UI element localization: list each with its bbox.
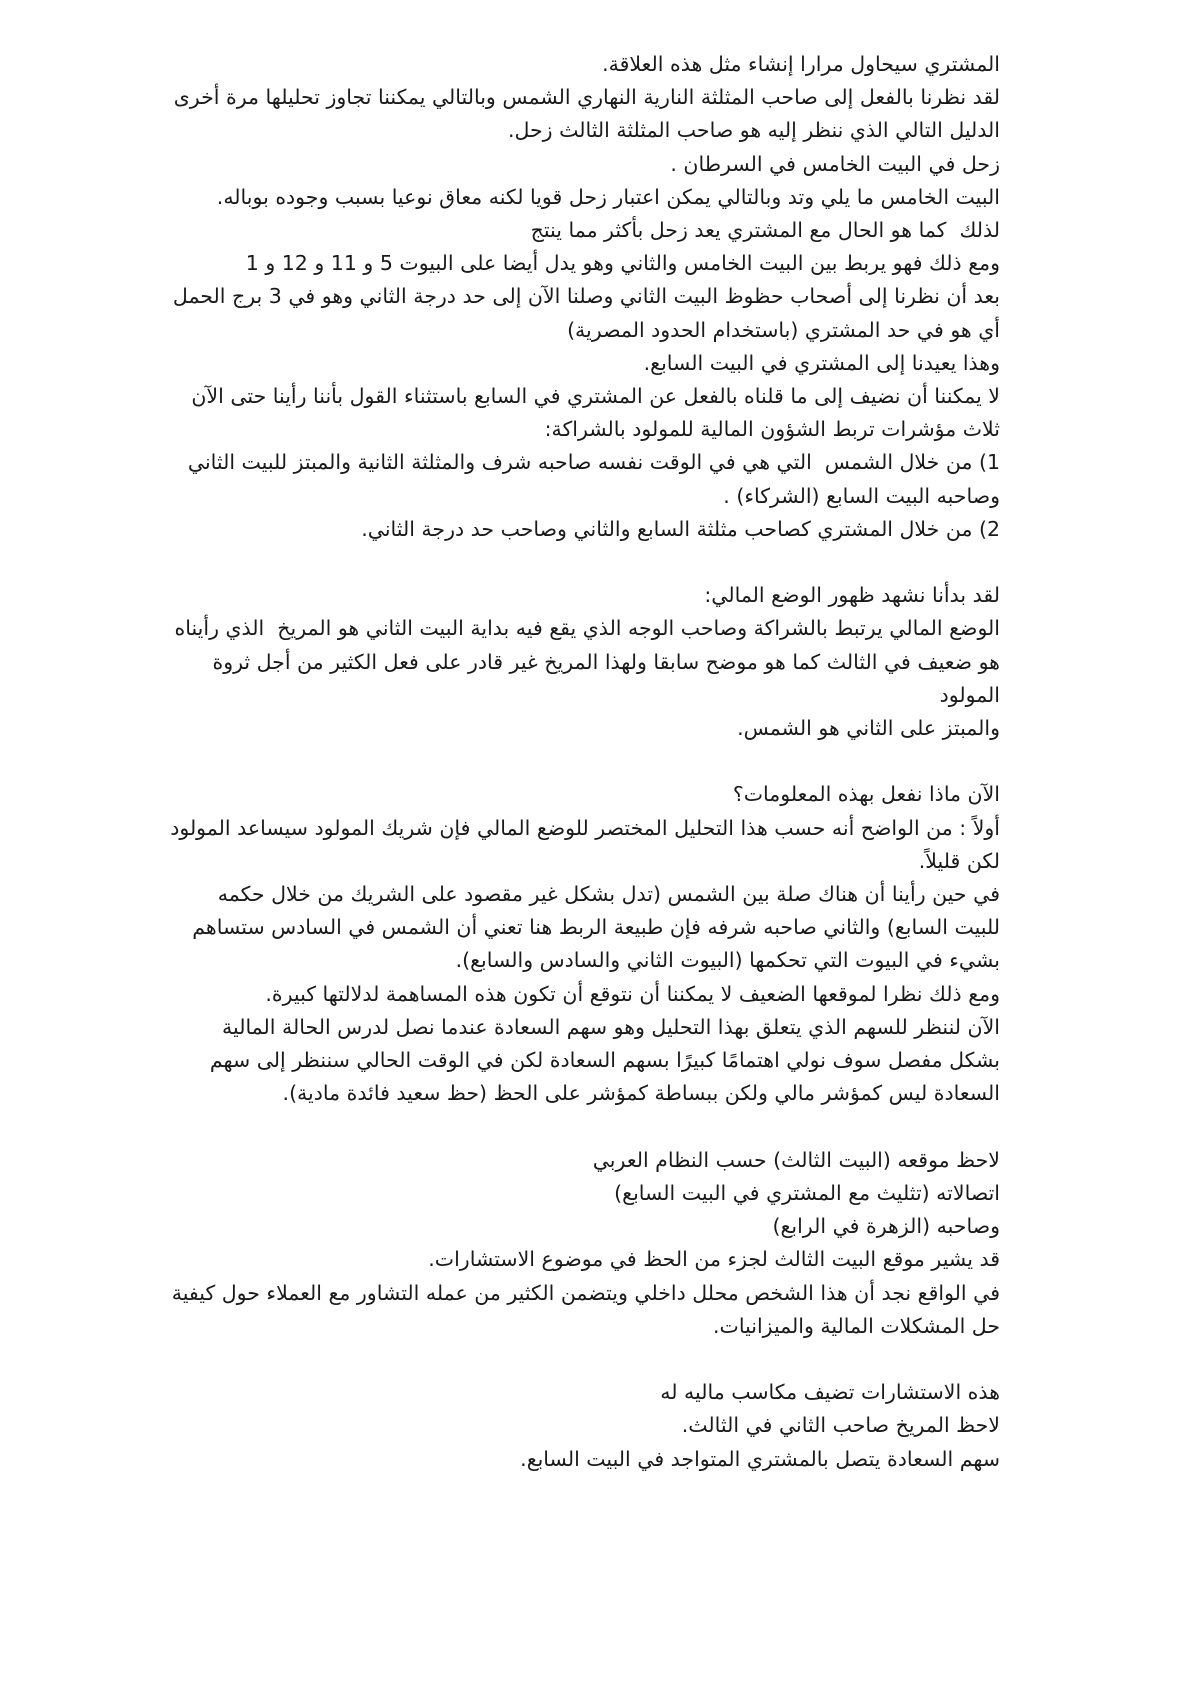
paragraph-spacer: [170, 1343, 1000, 1376]
document-paragraph: في حين رأينا أن هناك صلة بين الشمس (تدل بشكل غير مقصود على الشريك من خلال حكمه للبيت السابع) والثاني صاحبه شرفه فإن طبيعة الربط هنا تعني أن الشمس في السادس ستساهم بشيء في البيوت التي تحكمها (البيوت الثاني والسادس والسابع).: [185, 882, 1000, 973]
paragraph-spacer: [170, 546, 1000, 579]
document-paragraph: الوضع المالي يرتبط بالشراكة وصاحب الوجه الذي يقع فيه بداية البيت الثاني هو المريخ الذي رأيناه هو ضعيف في الثالث كما هو موضح سابقا ولهذا المريخ غير قادر على فعل الكثير من أجل ثروة المولود: [167, 616, 1000, 707]
document-paragraph: المشتري سيحاول مرارا إنشاء مثل هذه العلاقة.: [602, 52, 1000, 76]
document-paragraph: في الواقع نجد أن هذا الشخص محلل داخلي ويتضمن الكثير من عمله التشاور مع العملاء حول كيفية حل المشكلات المالية والميزانيات.: [165, 1280, 1000, 1338]
document-paragraph: بعد أن نظرنا إلى أصحاب حظوظ البيت الثاني وصلنا الآن إلى حد درجة الثاني وهو في 3 برج الحمل أي هو في حد المشتري (باستخدام الحدود المصرية): [166, 284, 1000, 342]
document-body: [157, 48, 1000, 1476]
document-paragraph: لاحظ المريخ صاحب الثاني في الثالث.: [681, 1413, 1000, 1438]
document-paragraph: وهذا يعيدنا إلى المشتري في البيت السابع.: [643, 350, 1000, 375]
document-list-item: 1) من خلال الشمس التي هي في الوقت نفسه صاحبه شرف والمثلثة الثانية والمبتز للبيت الثاني وصاحبه البيت السابع (الشركاء) .: [181, 450, 1000, 508]
document-paragraph: قد يشير موقع البيت الثالث لجزء من الحظ في موضوع الاستشارات.: [428, 1247, 1000, 1272]
paragraph-spacer: [170, 1111, 1000, 1144]
document-paragraph: الآن لننظر للسهم الذي يتعلق بهذا التحليل وهو سهم السعادة عندما نصل لدرس الحالة المالية بشكل مفصل سوف نولي اهتمامًا كبيرًا بسهم السعادة لكن في الوقت الحالي سننظر إلى سهم السعادة ليس كمؤشر مالي ولكن ببساطة كمؤشر على الحظ (حظ سعيد فائدة مادية).: [203, 1014, 1000, 1106]
document-paragraph: اتصالاته (تثليث مع المشتري في البيت السابع): [614, 1180, 1000, 1205]
document-paragraph: سهم السعادة يتصل بالمشتري المتواجد في البيت السابع.: [520, 1446, 1000, 1471]
document-paragraph: البيت الخامس ما يلي وتد وبالتالي يمكن اعتبار زحل قويا لكنه معاق نوعيا بسبب وجوده بوباله.: [216, 184, 1000, 209]
document-paragraph: الآن ماذا نفعل بهذه المعلومات؟: [732, 782, 1000, 807]
paragraph-spacer: [170, 745, 1000, 778]
document-paragraph: ومع ذلك فهو يربط بين البيت الخامس والثاني وهو يدل أيضا على البيوت 5 و 11 و 12 و 1: [245, 251, 1000, 276]
document-paragraph: والمبتز على الثاني هو الشمس.: [737, 716, 1000, 741]
document-paragraph: لقد نظرنا بالفعل إلى صاحب المثلثة النارية النهاري الشمس وبالتالي يمكننا تجاوز تحليلها مرة أخرى الدليل التالي الذي ننظر إليه هو صاحب المثلثة الثالث زحل.: [167, 85, 1000, 143]
document-paragraph: زحل في البيت الخامس في السرطان .: [670, 151, 1000, 176]
document-paragraph: لذلك كما هو الحال مع المشتري يعد زحل بأكثر مما ينتج: [530, 218, 1000, 243]
document-paragraph: لا يمكننا أن نضيف إلى ما قلناه بالفعل عن المشتري في السابع باستثناء القول بأننا رأينا حتى الآن ثلاث مؤشرات تربط الشؤون المالية للمولود بالشراكة:: [184, 384, 1000, 442]
document-paragraph: لاحظ موقعه (البيت الثالث) حسب النظام العربي: [592, 1147, 1000, 1172]
document-paragraph: لقد بدأنا نشهد ظهور الوضع المالي:: [704, 583, 1000, 608]
document-list-item: 2) من خلال المشتري كصاحب مثلثة السابع والثاني وصاحب حد درجة الثاني.: [361, 516, 1000, 541]
document-paragraph: ومع ذلك نظرا لموقعها الضعيف لا يمكننا أن نتوقع أن تكون هذه المساهمة لدلالتها كبيرة.: [265, 981, 1000, 1006]
document-paragraph: أولاً : من الواضح أنه حسب هذا التحليل المختصر للوضع المالي فإن شريك المولود سيساعد المولود لكن قليلاً.: [157, 815, 1000, 873]
document-paragraph: هذه الاستشارات تضيف مكاسب ماليه له: [660, 1380, 1000, 1405]
document-paragraph: وصاحبه (الزهرة في الرابع): [772, 1214, 1000, 1239]
